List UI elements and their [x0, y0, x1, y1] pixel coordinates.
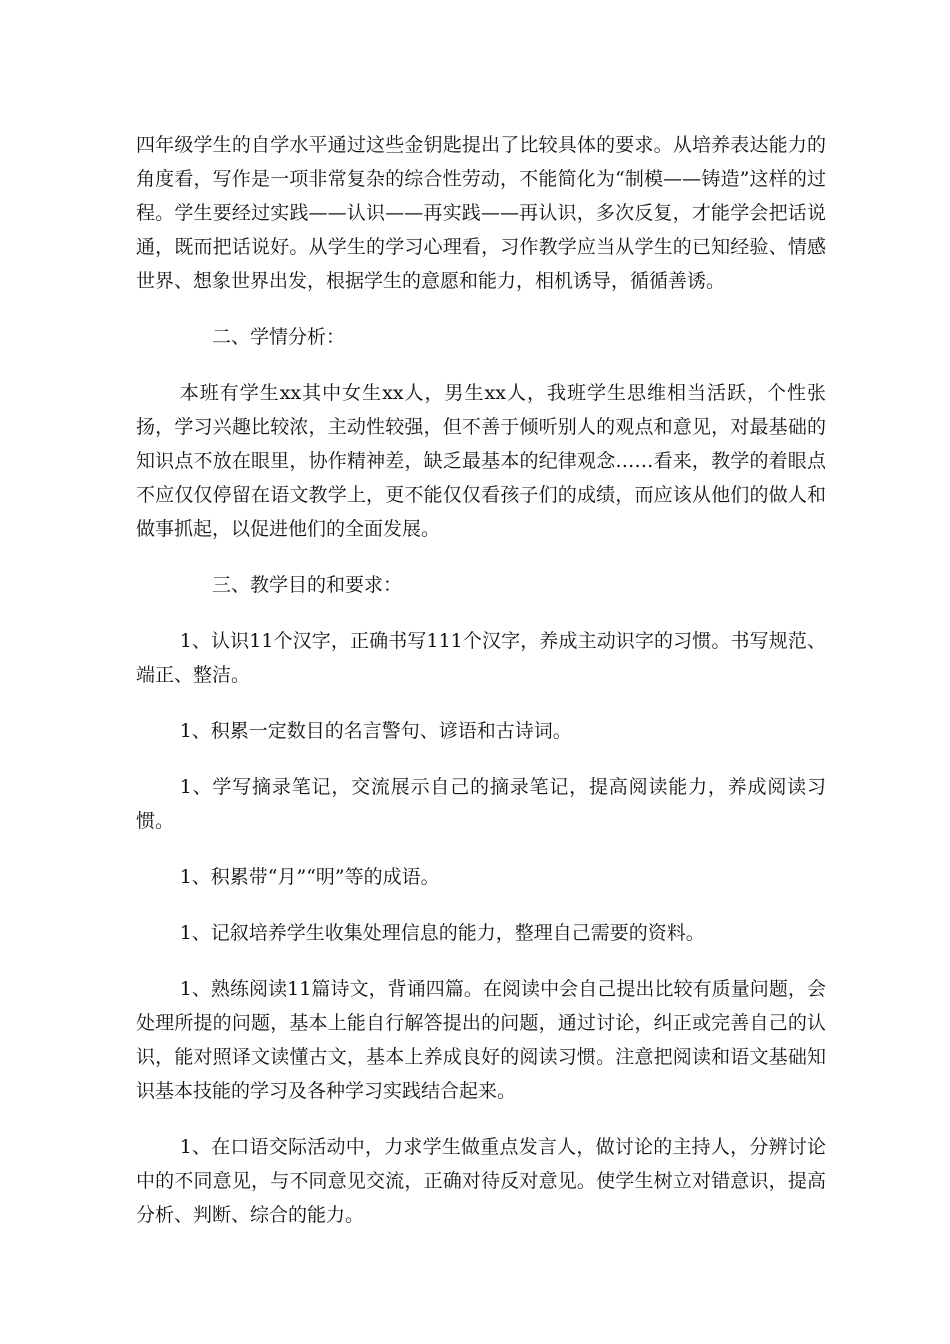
goal-item: 1、积累带“月”“明”等的成语。 [179, 866, 440, 888]
section-heading-learning-analysis: 二、学情分析： [212, 326, 346, 348]
goal-item: 1、记叙培养学生收集处理信息的能力，整理自己需要的资料。 [179, 922, 705, 944]
goal-item: 1、熟练阅读11篇诗文，背诵四篇。在阅读中会自己提出比较有质量问题，会处理所提的问题，基本上能自行解答提出的问题，通过讨论，纠正或完善自己的认识，能对照译文读懂古文，基本上养成良好的阅读习惯。注意把阅读和语文基础知识基本技能的学习及各种学习实践结合起来。 [136, 978, 826, 1102]
goal-item: 1、积累一定数目的名言警句、谚语和古诗词。 [179, 720, 572, 742]
goal-item: 1、学写摘录笔记，交流展示自己的摘录笔记，提高阅读能力，养成阅读习惯。 [136, 776, 826, 832]
goal-item: 1、在口语交际活动中，力求学生做重点发言人，做讨论的主持人，分辨讨论中的不同意见，与不同意见交流，正确对待反对意见。使学生树立对错意识，提高分析、判断、综合的能力。 [136, 1136, 826, 1226]
intro-paragraph: 四年级学生的自学水平通过这些金钥匙提出了比较具体的要求。从培养表达能力的角度看，写作是一项非常复杂的综合性劳动，不能简化为“制模——铸造”这样的过程。学生要经过实践——认识——再实践——再认识，多次反复，才能学会把话说通，既而把话说好。从学生的学习心理看，习作教学应当从学生的已知经验、情感世界、想象世界出发，根据学生的意愿和能力，相机诱导，循循善诱。 [136, 134, 826, 292]
section-heading-teaching-goals: 三、教学目的和要求： [212, 574, 403, 596]
document-body [136, 128, 826, 1254]
goal-item: 1、认识11个汉字，正确书写111个汉字，养成主动识字的习惯。书写规范、端正、整洁。 [136, 630, 826, 686]
learning-analysis-paragraph: 本班有学生xx其中女生xx人，男生xx人，我班学生思维相当活跃，个性张扬，学习兴趣比较浓，主动性较强，但不善于倾听别人的观点和意见，对最基础的知识点不放在眼里，协作精神差，缺乏最基本的纪律观念……看来，教学的着眼点不应仅仅停留在语文教学上，更不能仅仅看孩子们的成绩，而应该从他们的做人和做事抓起，以促进他们的全面发展。 [136, 382, 826, 540]
